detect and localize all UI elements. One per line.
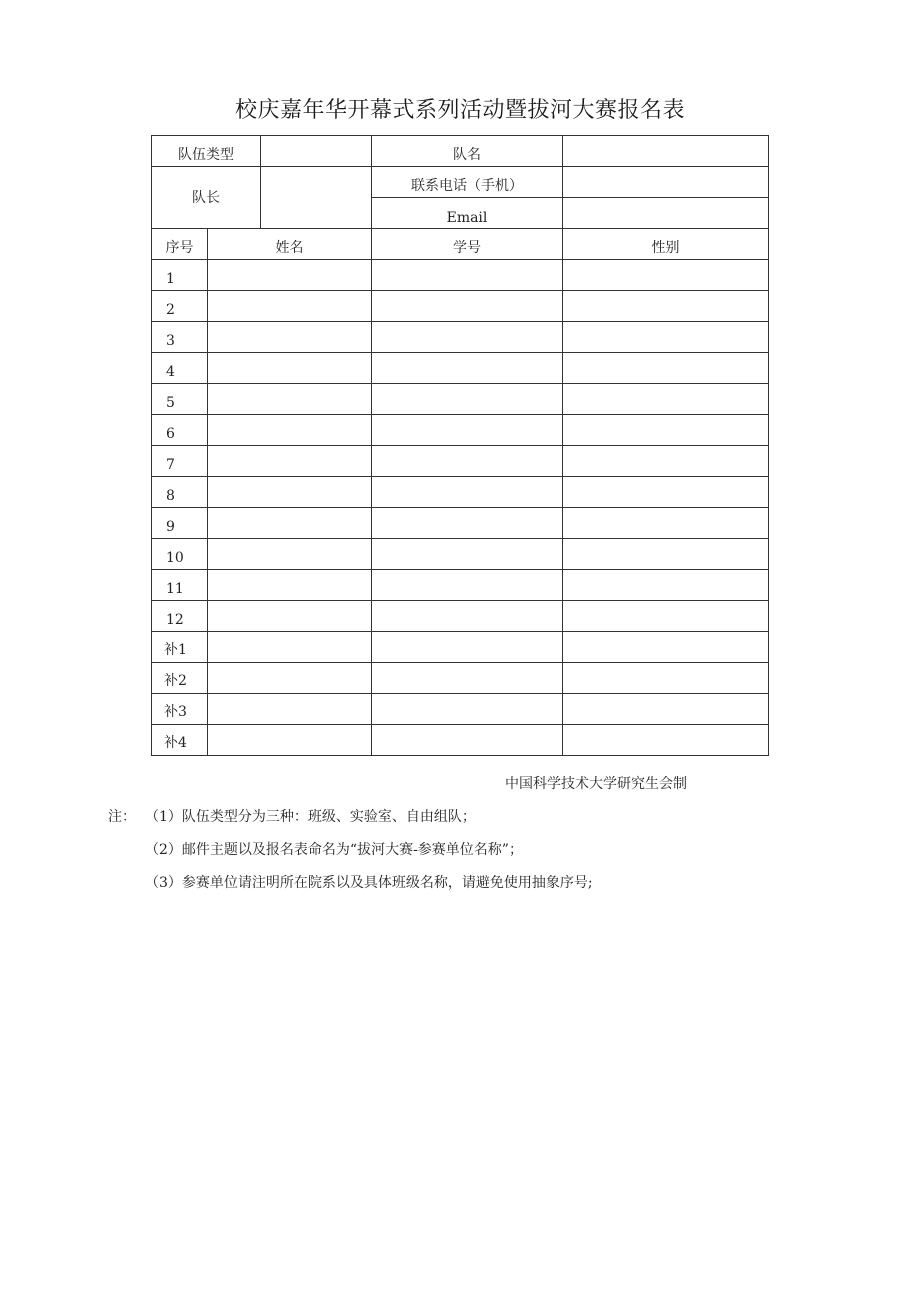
note-item: （3）参赛单位请注明所在院系以及具体班级名称，请避免使用抽象序号; (145, 875, 593, 891)
table-row (152, 322, 769, 353)
gender-cell[interactable] (563, 508, 769, 539)
gender-cell[interactable] (563, 353, 769, 384)
student-id-cell[interactable] (372, 601, 563, 632)
name-cell[interactable] (208, 539, 372, 570)
column-header-name: 姓名 (208, 229, 372, 260)
name-cell[interactable] (208, 353, 372, 384)
name-cell[interactable] (208, 415, 372, 446)
registration-table (151, 135, 769, 756)
student-id-cell[interactable] (372, 384, 563, 415)
name-cell[interactable] (208, 694, 372, 725)
team-type-row (152, 136, 769, 167)
row-index: 5 (152, 384, 208, 415)
student-id-cell[interactable] (372, 477, 563, 508)
student-id-cell[interactable] (372, 570, 563, 601)
student-id-cell[interactable] (372, 353, 563, 384)
gender-cell[interactable] (563, 601, 769, 632)
row-index: 11 (152, 570, 208, 601)
table-row (152, 353, 769, 384)
table-row (152, 663, 769, 694)
student-id-cell[interactable] (372, 694, 563, 725)
team-name-field[interactable] (563, 136, 769, 167)
student-id-cell[interactable] (372, 508, 563, 539)
name-cell[interactable] (208, 384, 372, 415)
email-field[interactable] (563, 198, 769, 229)
notes-prefix: 注： (108, 809, 136, 825)
table-row (152, 415, 769, 446)
team-name-label: 队名 (372, 136, 563, 167)
name-cell[interactable] (208, 601, 372, 632)
name-cell[interactable] (208, 725, 372, 756)
table-row (152, 601, 769, 632)
table-row (152, 725, 769, 756)
student-id-cell[interactable] (372, 446, 563, 477)
gender-cell[interactable] (563, 663, 769, 694)
name-cell[interactable] (208, 291, 372, 322)
captain-phone-row (152, 167, 769, 198)
student-id-cell[interactable] (372, 291, 563, 322)
row-index: 7 (152, 446, 208, 477)
student-id-cell[interactable] (372, 725, 563, 756)
name-cell[interactable] (208, 322, 372, 353)
row-index: 4 (152, 353, 208, 384)
gender-cell[interactable] (563, 291, 769, 322)
row-index: 3 (152, 322, 208, 353)
table-row (152, 291, 769, 322)
column-header-student-id: 学号 (372, 229, 563, 260)
team-type-label: 队伍类型 (152, 136, 261, 167)
column-header-gender: 性别 (563, 229, 769, 260)
gender-cell[interactable] (563, 322, 769, 353)
row-index: 12 (152, 601, 208, 632)
row-index: 补4 (152, 725, 208, 756)
row-index: 6 (152, 415, 208, 446)
column-header-index: 序号 (152, 229, 208, 260)
email-label: Email (372, 198, 563, 229)
name-cell[interactable] (208, 663, 372, 694)
captain-field[interactable] (261, 167, 372, 229)
table-row (152, 570, 769, 601)
gender-cell[interactable] (563, 384, 769, 415)
row-index: 1 (152, 260, 208, 291)
table-row (152, 384, 769, 415)
column-header-row (152, 229, 769, 260)
table-row (152, 539, 769, 570)
student-id-cell[interactable] (372, 663, 563, 694)
gender-cell[interactable] (563, 694, 769, 725)
name-cell[interactable] (208, 477, 372, 508)
form-title: 校庆嘉年华开幕式系列活动暨拔河大赛报名表 (234, 98, 685, 123)
table-row (152, 260, 769, 291)
gender-cell[interactable] (563, 446, 769, 477)
row-index: 10 (152, 539, 208, 570)
name-cell[interactable] (208, 508, 372, 539)
gender-cell[interactable] (563, 415, 769, 446)
name-cell[interactable] (208, 260, 372, 291)
captain-label: 队长 (152, 167, 261, 229)
table-row (152, 694, 769, 725)
gender-cell[interactable] (563, 539, 769, 570)
gender-cell[interactable] (563, 260, 769, 291)
name-cell[interactable] (208, 446, 372, 477)
note-item: （1）队伍类型分为三种：班级、实验室、自由组队； (145, 809, 476, 825)
gender-cell[interactable] (563, 477, 769, 508)
phone-field[interactable] (563, 167, 769, 198)
phone-label: 联系电话（手机） (372, 167, 563, 198)
student-id-cell[interactable] (372, 260, 563, 291)
row-index: 补2 (152, 663, 208, 694)
note-item: （2）邮件主题以及报名表命名为“拔河大赛-参赛单位名称”； (145, 842, 523, 858)
table-row (152, 446, 769, 477)
student-id-cell[interactable] (372, 632, 563, 663)
team-type-field[interactable] (261, 136, 372, 167)
table-row (152, 508, 769, 539)
gender-cell[interactable] (563, 725, 769, 756)
name-cell[interactable] (208, 570, 372, 601)
row-index: 9 (152, 508, 208, 539)
student-id-cell[interactable] (372, 415, 563, 446)
student-id-cell[interactable] (372, 539, 563, 570)
row-index: 2 (152, 291, 208, 322)
table-row (152, 632, 769, 663)
row-index: 补1 (152, 632, 208, 663)
maker-credit: 中国科学技术大学研究生会制 (505, 776, 687, 792)
gender-cell[interactable] (563, 570, 769, 601)
student-id-cell[interactable] (372, 322, 563, 353)
name-cell[interactable] (208, 632, 372, 663)
gender-cell[interactable] (563, 632, 769, 663)
table-row (152, 477, 769, 508)
row-index: 补3 (152, 694, 208, 725)
row-index: 8 (152, 477, 208, 508)
